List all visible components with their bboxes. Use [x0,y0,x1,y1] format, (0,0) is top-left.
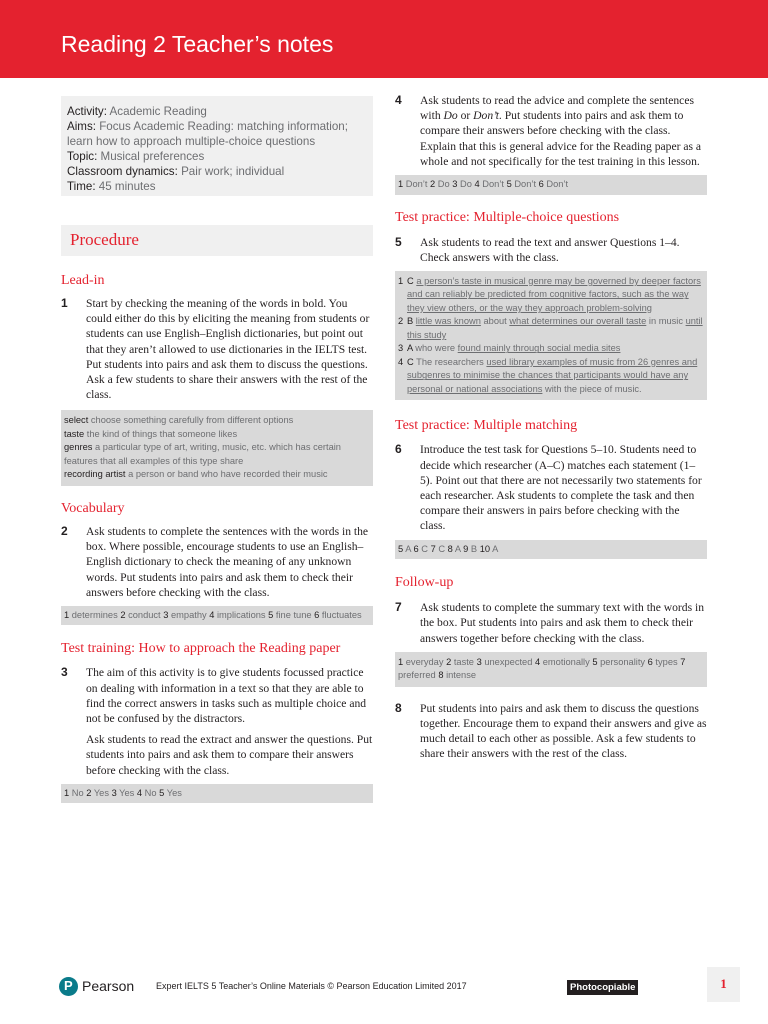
glossary-definition: the kind of things that someone likes [84,428,238,439]
item-8-text: Put students into pairs and ask them to discuss the questions together. Encourage them to expand their answers and give as much detail to each other as possible. Ask a few students to share their answers with the rest of the class. [420,701,707,761]
mcq-heading: Test practice: Multiple-choice questions [395,209,620,225]
topic-value: Musical preferences [100,150,205,163]
answer-number: 7 [680,656,686,667]
answer-number: 5 [398,543,404,554]
answer-line [64,609,370,623]
glossary-term: recording artist [64,469,126,480]
answer-number: 1 [64,787,70,798]
aims-label: Aims: [67,120,96,133]
answer-number: 2 [446,656,452,667]
answer-number: 3 [111,787,117,798]
testtraining-text-1: The aim of this activity is to give students focussed practice on dealing with information in a text so that they are able to find the correct answers in tasks such as multiple choice and not be confused by the distractors. [86,666,367,726]
mcq-answer-3: 3 A who were found mainly through social media sites [398,343,621,354]
pearson-brand: Pearson [82,978,135,994]
glossary-term: select [64,415,89,426]
vocabulary-heading: Vocabulary [61,500,125,516]
answer-line [398,656,704,683]
item-number: 1 [61,296,68,310]
glossary-definition: a particular type of art, writing, music, etc. which has certain features that all examples of this type share [64,442,341,466]
item-number: 4 [395,93,402,107]
item-4-text: Ask students to read the advice and complete the sentences with Do or Don’t. Put students into pairs and ask them to compare their answers before checking with the class. Explain that this is general advice for the Reading paper as a whole and not specifically for the test training in this lesson. [420,94,702,168]
answer-value: conduct [125,609,164,620]
activity-label: Activity: [67,105,107,118]
answer-number: 6 [538,179,544,190]
answer-value: Do [435,179,453,190]
answer-value: A [490,543,499,554]
item-6-text: Introduce the test task for Questions 5–10. Students need to decide which researcher (A–C) matches each statement (1–5). Point out that there are not necessarily two statements for each researcher. Ask students to complete the task and then compare their answers in pairs before checking with the class. [420,443,702,533]
item-8 [395,701,707,762]
answer-number: 2 [430,179,436,190]
answer-value: implications [214,609,269,620]
answer-number: 5 [592,656,598,667]
answer-number: 5 [506,179,512,190]
glossary-term: taste [64,428,85,439]
answer-value: everyday [403,656,447,667]
time-label: Time: [67,180,96,193]
answer-number: 8 [447,543,453,554]
copyright-text: Expert IELTS 5 Teacher’s Online Materials © Pearson Education Limited 2017 [156,981,467,991]
answer-line [398,543,704,557]
answer-number: 1 [398,656,404,667]
answer-number: 4 [136,787,143,798]
testtraining-text-2: Ask students to read the extract and answer the questions. Put students into pairs and ask them to compare their answers before checking with the class. [86,733,373,777]
answer-line [398,178,704,192]
answer-number: 10 [479,543,491,554]
glossary-entry [64,441,370,468]
answer-line [64,787,370,801]
answer-value: Don’t [511,179,539,190]
page-number: 1 [707,967,740,1002]
vocabulary-item [61,524,373,600]
answer-value: personality [597,656,648,667]
glossary-entry [64,468,370,482]
answer-value: Don’t [403,179,431,190]
answer-number: 8 [438,670,444,681]
answer-value: C [418,543,431,554]
followup-answers [395,652,707,687]
left-column [61,96,373,803]
item-4-answers [395,175,707,195]
photocopiable-badge: Photocopiable [567,980,638,995]
activity-value: Academic Reading [109,105,207,118]
item-7-text: Ask students to complete the summary text with the words in the box. Put students into pairs and ask them to check their answers together before checking with the class. [420,601,705,645]
item-7 [395,600,707,646]
answer-number: 5 [159,787,165,798]
answer-value: preferred [398,670,439,681]
item-5-text: Ask students to read the text and answer Questions 1–4. Check answers with the class. [420,235,680,264]
leadin-text: Start by checking the meaning of the words in bold. You could either do this by eliciting the meaning from students or students can use English–English dictionaries, but point out that they aren’t allowed to use dictionaries in the IELTS test. Put students into pairs and ask them to discuss the questions. Ask a few students to share their answers with the rest of the class. [86,297,370,402]
vocabulary-answers [61,606,373,626]
mcq-answers [395,271,707,401]
leadin-glossary [61,410,373,486]
answer-value: unexpected [481,656,535,667]
procedure-bar [61,225,373,256]
answer-number: 3 [163,609,169,620]
glossary-definition: a person or band who have recorded their music [125,469,328,480]
answer-number: 6 [413,543,419,554]
answer-value: emotionally [540,656,593,667]
answer-number: 4 [534,656,541,667]
answer-number: 2 [120,609,126,620]
testtraining-item [61,665,373,777]
answer-value: determines [69,609,121,620]
answer-value: Don’t [479,179,507,190]
item-number: 2 [61,523,68,538]
pearson-logo-icon: P [59,977,78,996]
leadin-item [61,296,373,402]
dynamics-label: Classroom dynamics: [67,165,178,178]
matching-answers [395,540,707,560]
glossary-list [64,414,370,482]
testtraining-answers [61,784,373,804]
glossary-term: genres [64,442,93,453]
page-title: Reading 2 Teacher’s notes [61,31,334,57]
answer-value: No [142,787,160,798]
answer-value: Yes [91,787,112,798]
answer-number: 6 [647,656,653,667]
answer-value: Yes [164,787,182,798]
answer-number: 6 [314,609,320,620]
vocabulary-text: Ask students to complete the sentences with the words in the box. Where possible, encourage students to use an English–English dictionary to check the meaning of any unknown words. Put students into pairs and ask them to check their answers before checking with the class. [86,524,369,599]
answer-number: 5 [268,609,274,620]
item-6 [395,442,707,533]
answer-value: Yes [116,787,137,798]
answer-value: intense [443,670,477,681]
answer-value: fine tune [273,609,315,620]
item-number: 5 [395,234,402,249]
procedure-title: Procedure [70,230,139,249]
glossary-definition: choose something carefully from different options [88,415,294,426]
answer-value: types [652,656,681,667]
dynamics-value: Pair work; individual [181,165,285,178]
answer-value: B [468,543,480,554]
followup-heading: Follow-up [395,575,454,591]
answer-number: 4 [474,179,480,190]
mcq-answer-2: 2 B little was known about what determines our overall taste in music until this study [398,316,703,340]
answer-number: 4 [209,609,215,620]
answer-number: 2 [86,787,92,798]
answer-number: 1 [64,609,70,620]
answer-value: Don’t [543,179,569,190]
item-5 [395,235,707,265]
answer-number: 3 [476,656,482,667]
item-number: 8 [395,700,402,715]
testtraining-heading: Test training: How to approach the Reading paper [61,641,341,657]
answer-value: A [403,543,414,554]
answer-value: fluctuates [319,609,362,620]
answer-number: 9 [463,543,469,554]
glossary-entry [64,414,370,428]
answer-value: C [435,543,448,554]
item-number: 7 [395,600,402,615]
right-column [395,93,707,762]
aims-value: Focus Academic Reading: matching information; learn how to approach multiple-choice questions [67,120,348,148]
answer-value: taste [451,656,477,667]
answer-value: No [69,787,87,798]
mcq-answer-1: 1 C a person’s taste in musical genre may be governed by deeper factors and can reliably be predicted from cognitive factors, such as the way they view others, or the way they approach problem-solving [398,275,701,313]
answer-value: empathy [168,609,210,620]
answer-value: A [452,543,464,554]
topic-label: Topic: [67,150,98,163]
answer-number: 3 [452,179,458,190]
page-header [0,0,768,78]
answer-number: 7 [430,543,436,554]
item-4 [395,93,707,169]
item-number: 6 [395,442,402,457]
mcq-answer-4: 4 C The researchers used library examples of music from 26 genres and subgenres to minimise the chances that participants would have any personal or national associations with the piece of music. [398,356,698,394]
glossary-entry [64,428,370,442]
activity-info-box [61,96,373,196]
item-number: 3 [61,665,68,680]
time-value: 45 minutes [98,180,156,193]
answer-number: 1 [398,179,404,190]
leadin-heading: Lead-in [61,273,105,288]
answer-value: Do [457,179,475,190]
matching-heading: Test practice: Multiple matching [395,418,578,434]
